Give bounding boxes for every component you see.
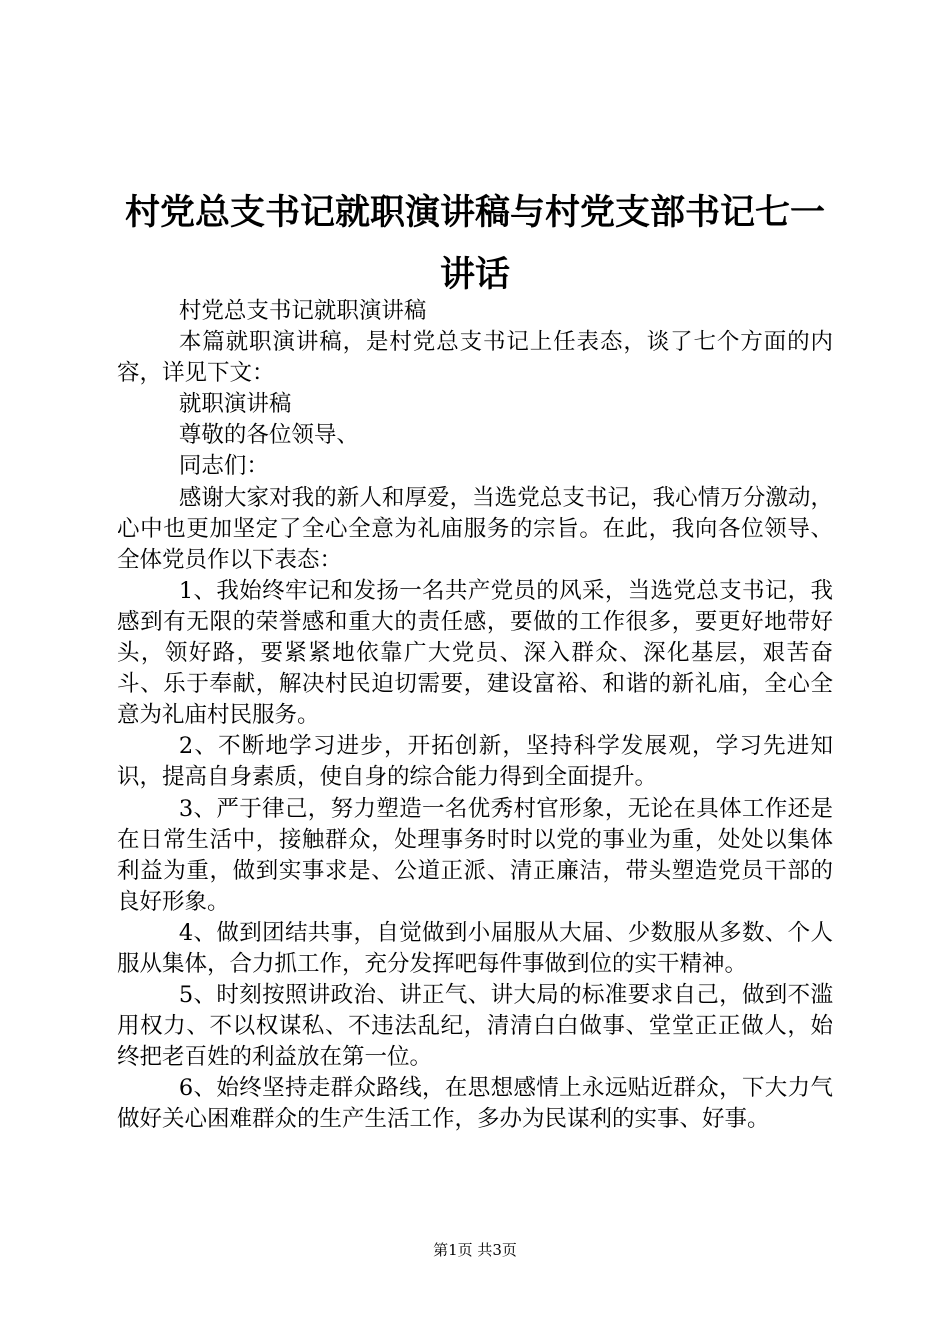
paragraph-intro: 本篇就职演讲稿，是村党总支书记上任表态，谈了七个方面的内容，详见下文： (117, 329, 833, 387)
paragraph-point-6: 6、始终坚持走群众路线，在思想感情上永远贴近群众，下大力气做好关心困难群众的生产生活工作，多办为民谋利的实事、好事。 (117, 1075, 833, 1133)
paragraph-thanks: 感谢大家对我的新人和厚爱，当选党总支书记，我心情万分激动，心中也更加坚定了全心全意为礼庙服务的宗旨。在此，我向各位领导、全体党员作以下表态： (117, 484, 833, 573)
paragraph-salutation-1: 尊敬的各位领导、 (178, 422, 359, 449)
paragraph-point-4: 4、做到团结共事，自觉做到小届服从大届、少数服从多数、个人服从集体，合力抓工作，充分发挥吧每件事做到位的实干精神。 (117, 919, 833, 977)
page-number-footer: 第1页 共3页 (433, 1241, 517, 1259)
paragraph-point-1: 1、我始终牢记和发扬一名共产党员的风采，当选党总支书记，我感到有无限的荣誉感和重大的责任感，要做的工作很多，要更好地带好头，领好路，要紧紧地依靠广大党员、深入群众、深化基层，艰苦奋斗、乐于奉献，解决村民迫切需要，建设富裕、和谐的新礼庙，全心全意为礼庙村民服务。 (117, 577, 833, 729)
paragraph-salutation-2: 同志们： (178, 453, 269, 480)
paragraph-point-3: 3、严于律己，努力塑造一名优秀村官形象，无论在具体工作还是在日常生活中，接触群众，处理事务时时以党的事业为重，处处以集体利益为重，做到实事求是、公道正派、清正廉洁，带头塑造党员干部的良好形象。 (117, 795, 833, 915)
paragraph-subtitle: 村党总支书记就职演讲稿 (178, 298, 427, 324)
paragraph-heading: 就职演讲稿 (178, 391, 292, 418)
paragraph-point-2: 2、不断地学习进步，开拓创新，坚持科学发展观，学习先进知识，提高自身素质，使自身的综合能力得到全面提升。 (117, 733, 833, 791)
document-title: 村党总支书记就职演讲稿与村党支部书记七一讲话 (124, 193, 825, 295)
document-body (117, 296, 833, 1136)
paragraph-point-5: 5、时刻按照讲政治、讲正气、讲大局的标准要求自己，做到不滥用权力、不以权谋私、不违法乱纪，清清白白做事、堂堂正正做人，始终把老百姓的利益放在第一位。 (117, 982, 833, 1071)
